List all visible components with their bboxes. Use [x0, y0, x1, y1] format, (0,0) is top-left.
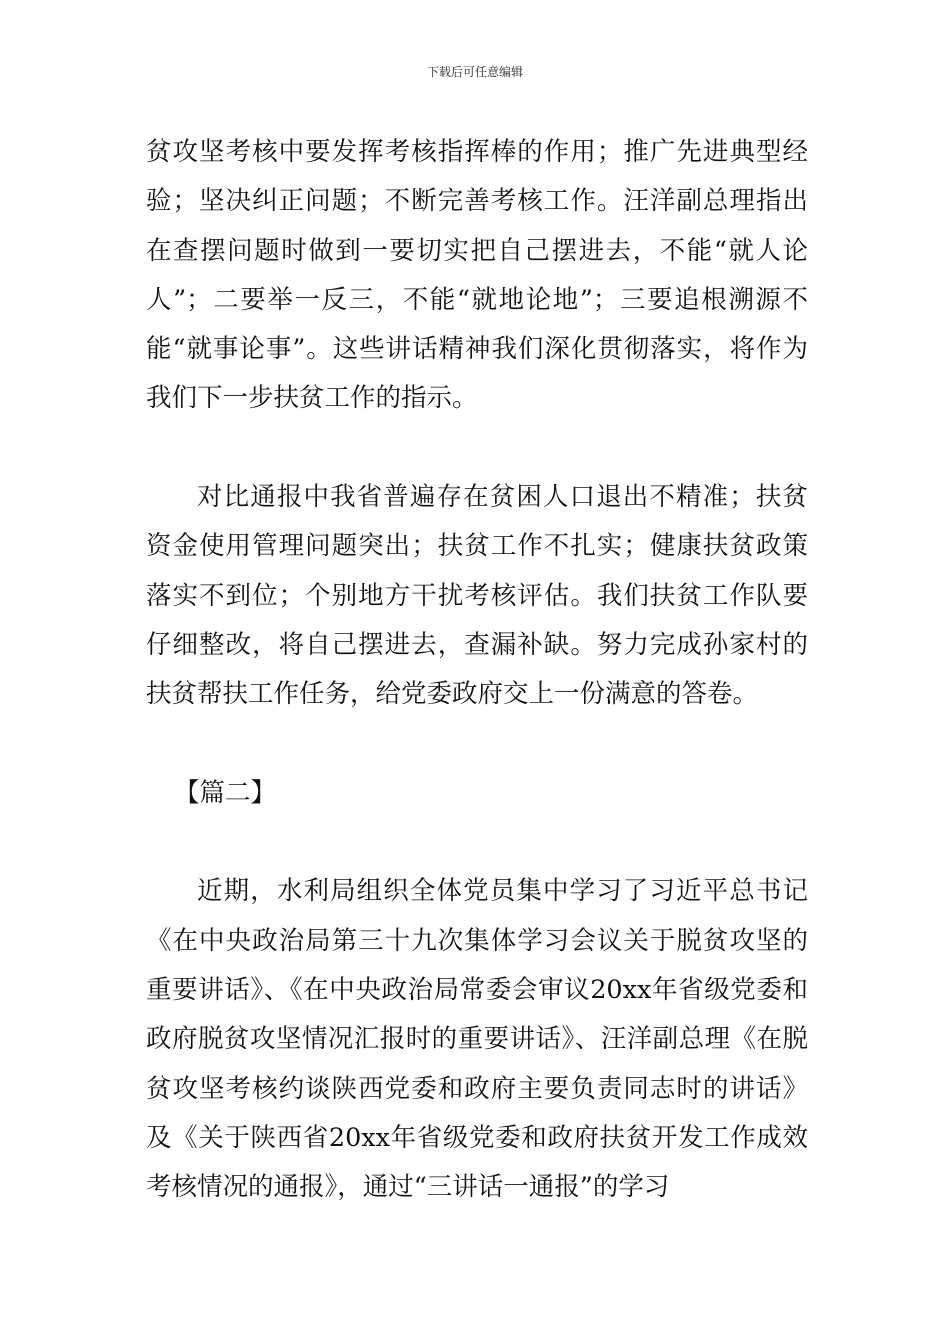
section-title: 【篇二】 — [174, 777, 277, 808]
paragraph-study: 近期，水利局组织全体党员集中学习了习近平总书记《在中央政治局第三十九次集体学习会议关于脱贫攻坚的重要讲话》、《在中央政治局常委会审议20xx年省级党委和政府脱贫攻坚情况汇报时的重要讲话》、汪洋副总理《在脱贫攻坚考核约谈陕西党委和政府主要负责同志时的讲话》及《关于陕西省20xx年省级党委和政府扶贫开发工作成效考核情况的通报》，通过“三讲话一通报”的学习 — [146, 876, 808, 1203]
paragraph-spacer — [146, 720, 808, 769]
paragraph-continuation: 贫攻坚考核中要发挥考核指挥棒的作用；推广先进典型经验；坚决纠正问题；不断完善考核工作。汪洋副总理指出在查摆问题时做到一要切实把自己摆进去，不能“就人论人”；二要举一反三，不能“就地论地”；三要追根溯源不能“就事论事”。这些讲话精神我们深化贯彻落实，将作为我们下一步扶贫工作的指示。 — [146, 137, 808, 414]
document-body — [146, 128, 808, 1213]
paragraph-comparison: 对比通报中我省普遍存在贫困人口退出不精准；扶贫资金使用管理问题突出；扶贫工作不扎实；健康扶贫政策落实不到位；个别地方干扰考核评估。我们扶贫工作队要仔细整改，将自己摆进去，查漏补缺。努力完成孙家村的扶贫帮扶工作任务，给党委政府交上一份满意的答卷。 — [146, 482, 808, 710]
paragraph-spacer — [146, 424, 808, 473]
paragraph-spacer — [146, 818, 808, 867]
page-header: 下载后可任意编辑 — [426, 65, 523, 79]
